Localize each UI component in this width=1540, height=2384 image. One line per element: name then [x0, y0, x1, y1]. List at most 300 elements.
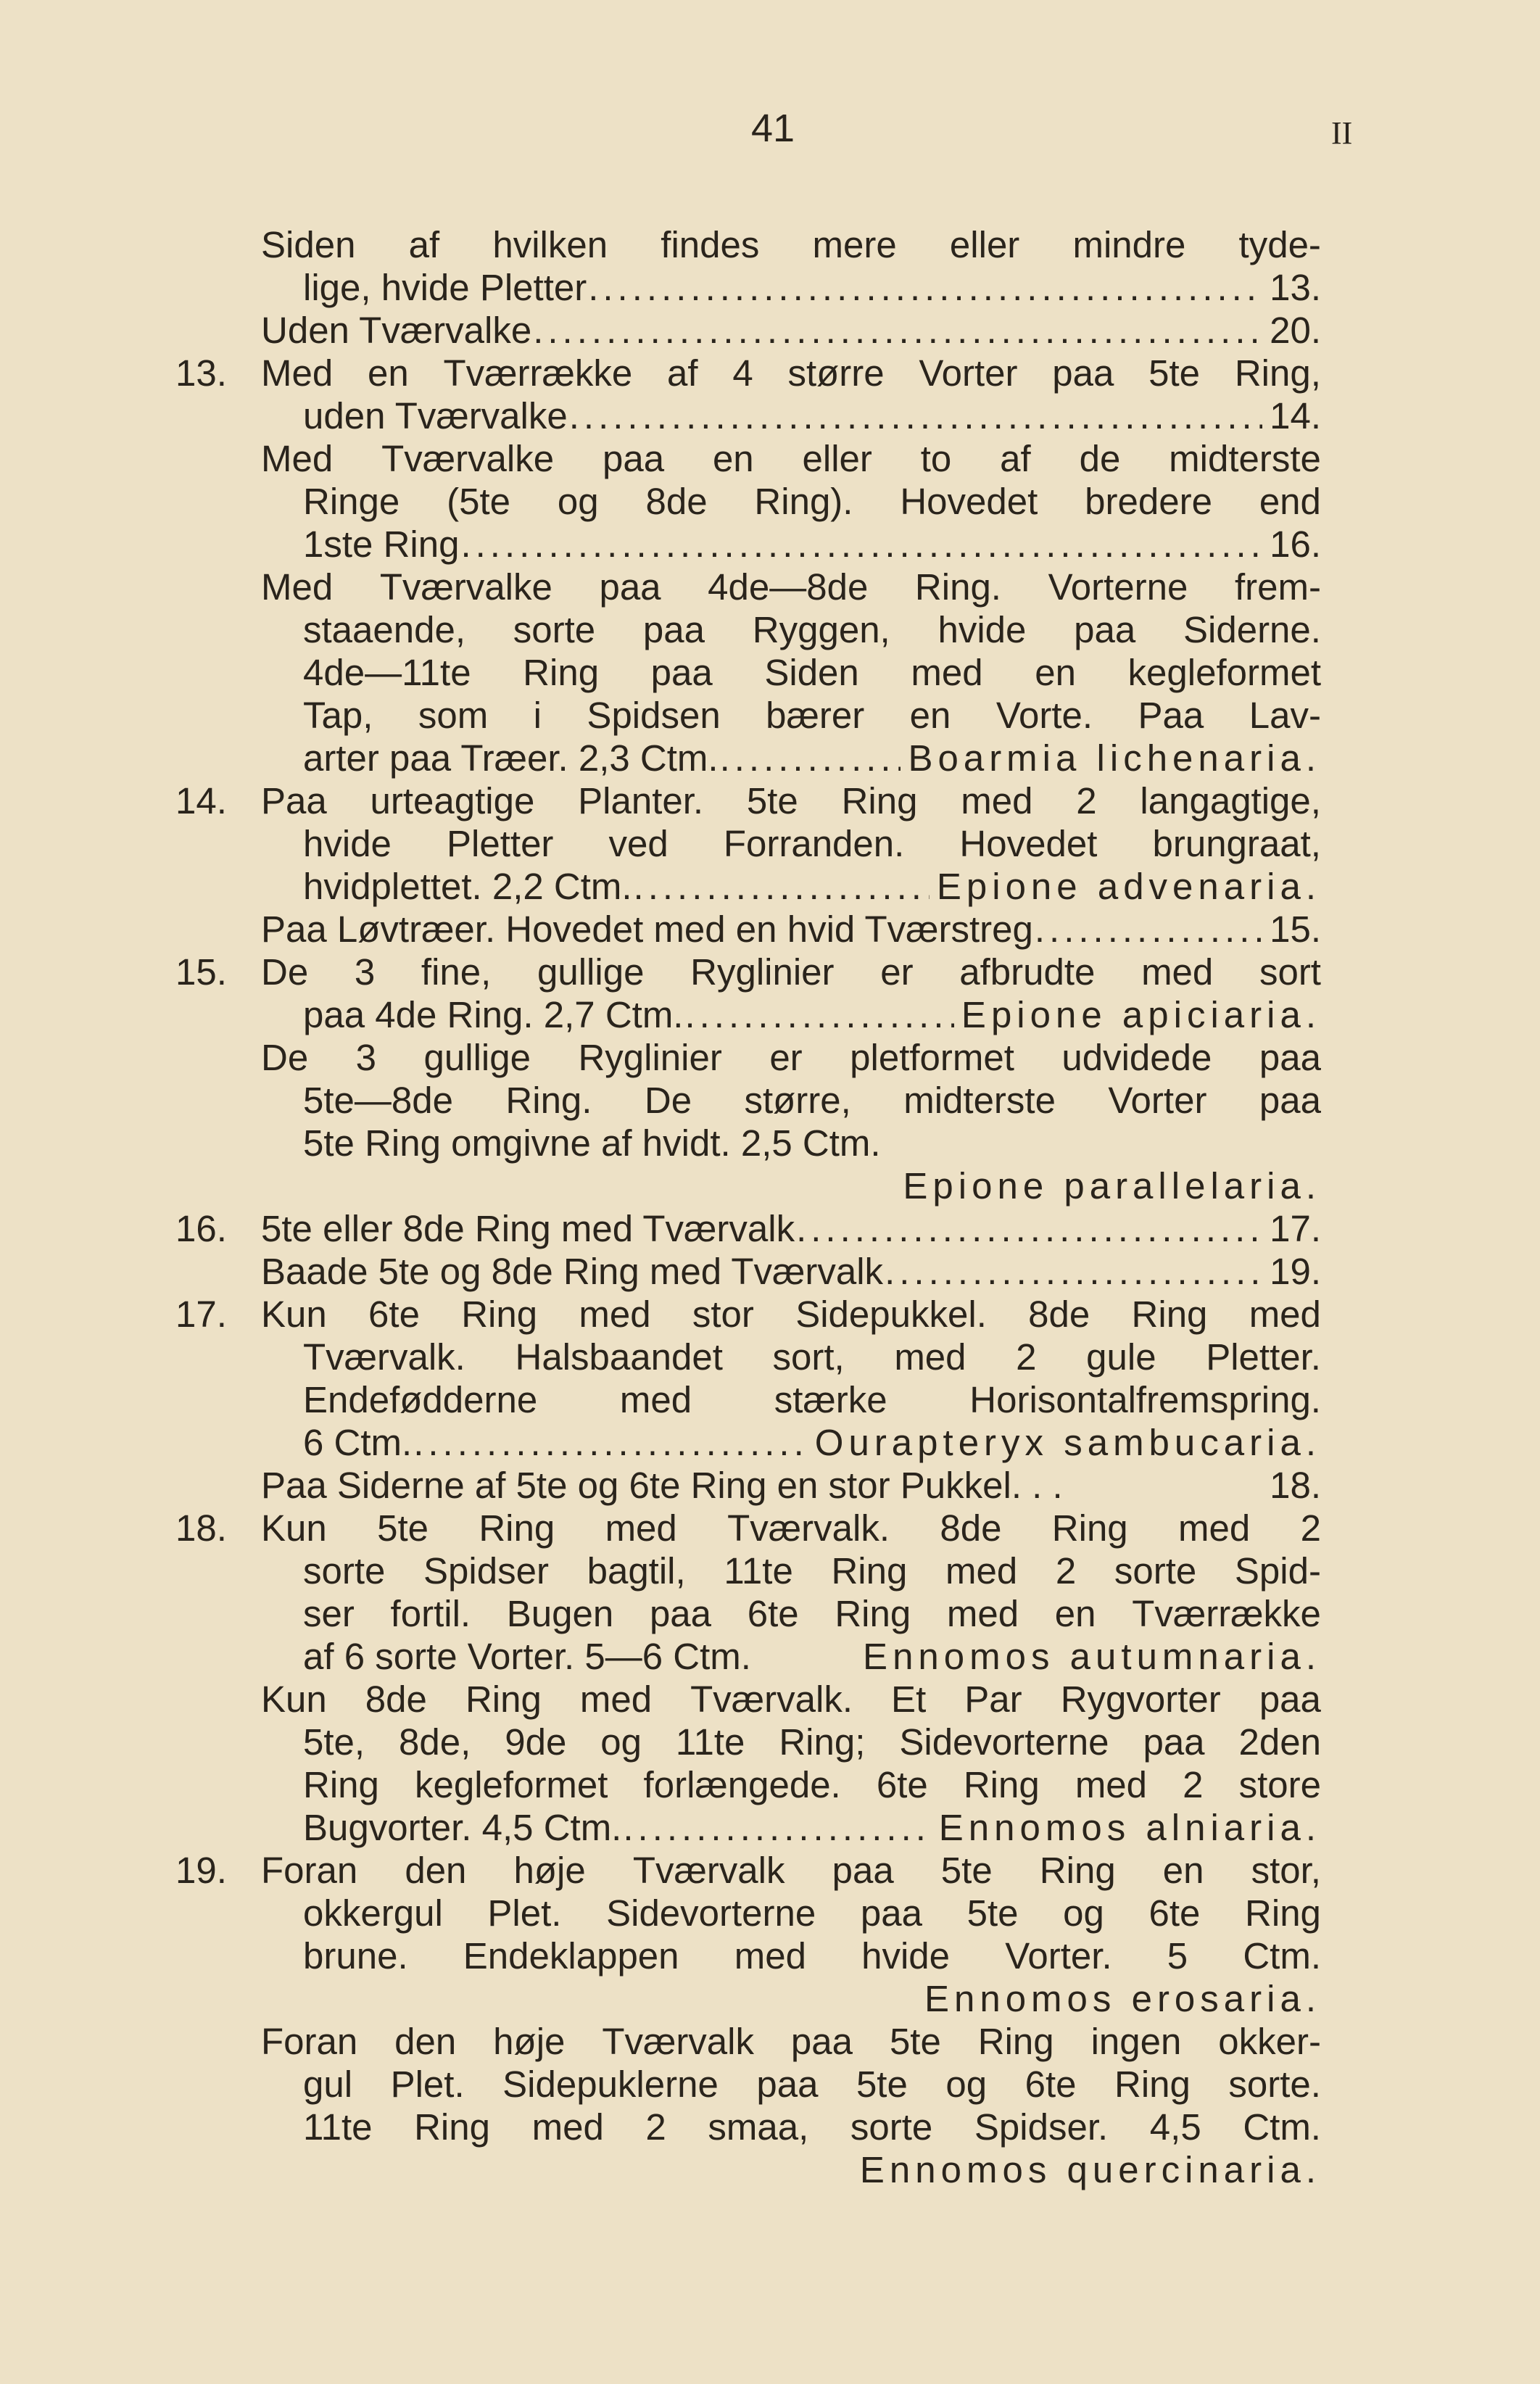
word: paa: [599, 566, 661, 608]
word: 5te: [746, 780, 798, 821]
line-text: 5te eller 8de Ring med Tværvalk: [261, 1208, 795, 1249]
word: Plet.: [390, 2064, 465, 2105]
word: bærer: [766, 695, 865, 736]
word: stor: [692, 1294, 754, 1335]
word: og: [1063, 1892, 1104, 1934]
word: 5te—8de: [303, 1080, 453, 1121]
line-text: Uden Tværvalke: [261, 310, 532, 351]
text-line: [261, 1293, 1321, 1336]
word: Spid-: [1234, 1550, 1321, 1592]
word: bredere: [1085, 481, 1212, 522]
key-entry: [175, 1207, 1321, 1250]
species-name: Ourapteryx sambucaria.: [814, 1422, 1321, 1463]
word: Ring.: [505, 1080, 592, 1121]
dot-leader: [588, 266, 1262, 309]
word: med: [1075, 1764, 1148, 1805]
species-name: Epione advenaria.: [936, 866, 1321, 907]
word: fine,: [421, 951, 492, 993]
text-line: [261, 951, 1321, 993]
word: med: [619, 1379, 692, 1420]
couplet-reference: 17.: [1270, 1208, 1321, 1249]
word: er: [769, 1037, 803, 1078]
dot-leader: [533, 309, 1262, 352]
word: høje: [513, 1850, 586, 1891]
word: mere: [812, 224, 897, 265]
word: Tap,: [303, 695, 373, 736]
word: den: [405, 1850, 467, 1891]
word: med: [1141, 951, 1214, 993]
word: 5te,: [303, 1721, 365, 1763]
word: Tværrække: [443, 352, 633, 394]
word: Kun: [261, 1507, 327, 1549]
line-text: Paa Siderne af 5te og 6te Ring en stor Pukkel. . .: [261, 1465, 1063, 1506]
line-text: Epione parallelaria.: [903, 1165, 1321, 1207]
key-entry: [261, 1464, 1321, 1507]
text-line: [261, 1421, 1321, 1464]
word: hvide: [937, 609, 1027, 650]
text-line: [261, 1763, 1321, 1806]
word: gullige: [423, 1037, 531, 1078]
word: sorte: [303, 1550, 386, 1592]
line-text: Ennomos erosaria.: [924, 1978, 1321, 2019]
word: med: [1178, 1507, 1251, 1549]
word: Sidevorterne: [606, 1892, 816, 1934]
word: 11te: [675, 1721, 745, 1763]
word: afbrudte: [959, 951, 1096, 993]
word: Siden: [764, 652, 859, 693]
identification-key: [175, 223, 1321, 2191]
word: 8de: [365, 1679, 427, 1720]
word: sorte: [850, 2106, 933, 2148]
word: en: [909, 695, 951, 736]
text-line: [261, 1678, 1321, 1721]
word: Hovedet: [959, 823, 1098, 864]
word: Tværvalk: [632, 1850, 785, 1891]
word: Ring.: [914, 566, 1001, 608]
word: Ring: [1051, 1507, 1128, 1549]
word: Ring: [414, 2106, 490, 2148]
word: Ryggen,: [752, 609, 890, 650]
word: Vorterne: [1048, 566, 1188, 608]
word: Ring: [303, 1764, 379, 1805]
word: De: [261, 1037, 309, 1078]
word: Vorter: [1108, 1080, 1207, 1121]
word: bagtil,: [587, 1550, 686, 1592]
word: Tværvalke: [381, 438, 555, 479]
line-text: hvidplettet. 2,2 Ctm.: [303, 866, 632, 907]
word: Ring).: [754, 481, 853, 522]
word: 4: [732, 352, 753, 394]
text-line: [261, 523, 1321, 566]
word: 2: [1055, 1550, 1077, 1592]
word: ingen: [1090, 2021, 1182, 2062]
key-entry: [175, 352, 1321, 437]
word: med: [911, 652, 983, 693]
couplet-reference: 15.: [1270, 909, 1321, 950]
word: og: [557, 481, 599, 522]
word: Ring: [841, 780, 918, 821]
word: paa: [1143, 1721, 1205, 1763]
word: Paa: [1138, 695, 1204, 736]
key-couplet: [175, 1507, 1321, 1849]
word: 4de—11te: [303, 652, 471, 693]
word: paa: [1259, 1080, 1321, 1121]
word: 11te: [303, 2106, 373, 2148]
text-line: [261, 1977, 1321, 2020]
couplet-number: 17.: [175, 1294, 227, 1335]
word: en: [1035, 652, 1076, 693]
key-couplet: [175, 951, 1321, 1207]
line-text: Baade 5te og 8de Ring med Tværvalk: [261, 1251, 884, 1292]
word: Ring: [461, 1294, 538, 1335]
word: Spidsen: [587, 695, 721, 736]
word: Med: [261, 566, 334, 608]
word: er: [880, 951, 914, 993]
word: 9de: [505, 1721, 567, 1763]
text-line: [261, 737, 1321, 779]
word: 5te: [966, 1892, 1019, 1934]
line-text: Paa Løvtræer. Hovedet med en hvid Tværstreg: [261, 909, 1033, 950]
word: 6te: [747, 1593, 799, 1634]
word: Med: [261, 438, 334, 479]
text-line: [261, 1036, 1321, 1079]
word: Ring: [523, 652, 600, 693]
couplet-reference: 19.: [1270, 1251, 1321, 1292]
word: Vorter: [919, 352, 1018, 394]
line-text: uden Tværvalke: [303, 395, 568, 436]
word: findes: [661, 224, 760, 265]
text-line: [261, 480, 1321, 523]
dot-leader: [634, 865, 930, 908]
text-line: [261, 1507, 1321, 1549]
word: sorte: [1114, 1550, 1197, 1592]
text-line: [261, 651, 1321, 694]
word: okker-: [1218, 2021, 1321, 2062]
word: gullige: [537, 951, 645, 993]
text-line: [261, 1635, 1321, 1678]
word: Paa: [261, 780, 327, 821]
word: Spidser.: [974, 2106, 1109, 2148]
word: Pletter: [447, 823, 554, 864]
word: Ring: [835, 1593, 911, 1634]
word: Bugen: [506, 1593, 614, 1634]
key-entry: [261, 1678, 1321, 1849]
line-text: 1ste Ring: [303, 523, 460, 565]
word: den: [394, 2021, 457, 2062]
word: paa: [650, 652, 713, 693]
couplet-number: 14.: [175, 780, 227, 821]
dot-leader: [1035, 908, 1262, 951]
word: de: [1079, 438, 1121, 479]
dot-leader: [684, 993, 953, 1036]
key-entry: [261, 223, 1321, 309]
word: med: [579, 1294, 651, 1335]
word: sorte.: [1228, 2064, 1321, 2105]
word: De: [644, 1080, 692, 1121]
key-couplet: [175, 352, 1321, 779]
text-line: [261, 2063, 1321, 2106]
word: af: [1000, 438, 1031, 479]
word: 2: [1016, 1336, 1037, 1378]
text-line: [261, 2106, 1321, 2148]
word: og: [600, 1721, 642, 1763]
word: 8de: [1028, 1294, 1090, 1335]
dot-leader: [413, 1421, 808, 1464]
word: større,: [744, 1080, 851, 1121]
key-couplet: [175, 1849, 1321, 2191]
word: Ctm.: [1243, 1935, 1321, 1977]
word: med: [945, 1550, 1018, 1592]
word: to: [920, 438, 952, 479]
key-entry: [261, 1036, 1321, 1207]
couplet-number: 18.: [175, 1507, 227, 1549]
word: 5: [1167, 1935, 1188, 1977]
word: hvide: [861, 1935, 951, 1977]
dot-leader: [796, 1207, 1262, 1250]
word: hvilken: [492, 224, 608, 265]
word: af: [408, 224, 440, 265]
text-line: [261, 1336, 1321, 1378]
species-name: Ennomos autumnaria.: [863, 1636, 1321, 1677]
word: 8de: [940, 1507, 1002, 1549]
text-line: [261, 1122, 1321, 1164]
word: Ryglinier: [690, 951, 835, 993]
word: Forranden.: [723, 823, 905, 864]
text-line: [261, 822, 1321, 865]
text-line: [261, 2020, 1321, 2063]
word: Tværvalke: [379, 566, 552, 608]
text-line: [261, 779, 1321, 822]
line-text: arter paa Træer. 2,3 Ctm.: [303, 737, 719, 779]
word: Foran: [261, 1850, 358, 1891]
word: Sidepukkel.: [795, 1294, 987, 1335]
line-text: paa 4de Ring. 2,7 Ctm.: [303, 994, 684, 1035]
key-entry: [261, 309, 1321, 352]
word: Halsbaandet: [515, 1336, 723, 1378]
word: paa: [1074, 609, 1136, 650]
word: end: [1259, 481, 1321, 522]
text-line: [261, 1934, 1321, 1977]
word: paa: [756, 2064, 819, 2105]
text-line: [261, 694, 1321, 737]
key-entry: [261, 1250, 1321, 1293]
word: som: [418, 695, 489, 736]
word: Ring: [963, 1764, 1040, 1805]
text-line: [261, 1207, 1321, 1250]
key-couplet: [175, 1293, 1321, 1507]
couplet-reference: 14.: [1270, 395, 1321, 436]
word: større: [787, 352, 885, 394]
dot-leader: [720, 737, 901, 779]
couplet-number: 13.: [175, 352, 227, 394]
word: Hovedet: [900, 481, 1038, 522]
word: Ctm.: [1243, 2106, 1321, 2148]
word: med: [605, 1507, 677, 1549]
word: Ring: [465, 1679, 542, 1720]
dot-leader: [569, 394, 1262, 437]
text-line: [261, 352, 1321, 394]
word: frem-: [1234, 566, 1321, 608]
text-line: [261, 2148, 1321, 2191]
word: paa: [649, 1593, 712, 1634]
word: med: [579, 1679, 653, 1720]
word: paa: [642, 609, 705, 650]
word: med: [961, 780, 1033, 821]
word: Siden: [261, 224, 356, 265]
couplet-number: 15.: [175, 951, 227, 993]
word: 5te: [856, 2064, 908, 2105]
word: Foran: [261, 2021, 358, 2062]
word: forlængede.: [643, 1764, 841, 1805]
word: paa: [1052, 352, 1114, 394]
word: 6te: [368, 1294, 420, 1335]
word: paa: [1259, 1679, 1321, 1720]
word: gul: [303, 2064, 353, 2105]
word: Kun: [261, 1294, 327, 1335]
word: 2: [645, 2106, 666, 2148]
word: De: [261, 951, 309, 993]
text-line: [261, 1849, 1321, 1892]
text-line: [261, 908, 1321, 951]
word: Ring: [831, 1550, 908, 1592]
word: langagtige,: [1140, 780, 1321, 821]
word: 2: [1300, 1507, 1321, 1549]
text-line: [261, 608, 1321, 651]
word: 5te: [940, 1850, 993, 1891]
couplet-reference: 13.: [1270, 267, 1321, 308]
key-entry: [175, 1293, 1321, 1464]
word: 2: [1183, 1764, 1204, 1805]
word: paa: [860, 1892, 922, 1934]
word: 6te: [876, 1764, 928, 1805]
word: Tværvalk.: [727, 1507, 890, 1549]
word: 8de: [645, 481, 708, 522]
word: kegleformet: [414, 1764, 608, 1805]
text-line: [261, 1721, 1321, 1763]
text-line: [261, 437, 1321, 480]
key-entry: [261, 566, 1321, 779]
line-text: 6 Ctm.: [303, 1422, 413, 1463]
word: sorte: [513, 609, 596, 650]
word: Ring;: [779, 1721, 866, 1763]
word: med: [894, 1336, 966, 1378]
word: brungraat,: [1152, 823, 1321, 864]
word: 5te: [1148, 352, 1201, 394]
word: gule: [1086, 1336, 1156, 1378]
word: okkergul: [303, 1892, 443, 1934]
text-line: [261, 1164, 1321, 1207]
word: urteagtige: [370, 780, 535, 821]
word: pletformet: [850, 1037, 1014, 1078]
word: 2den: [1238, 1721, 1321, 1763]
text-line: [261, 394, 1321, 437]
word: ser: [303, 1593, 355, 1634]
key-entry: [261, 2020, 1321, 2191]
couplet-number: 19.: [175, 1850, 227, 1891]
word: Et: [891, 1679, 927, 1720]
word: Siderne.: [1183, 609, 1321, 650]
dot-leader: [623, 1806, 931, 1849]
key-couplet: [175, 1207, 1321, 1293]
word: Horisontalfremspring.: [969, 1379, 1321, 1420]
word: paa: [790, 2021, 853, 2062]
word: Ring: [479, 1507, 555, 1549]
couplet-reference: 16.: [1270, 523, 1321, 565]
word: eller: [802, 438, 872, 479]
line-text: Bugvorter. 4,5 Ctm.: [303, 1807, 622, 1848]
word: Ryglinier: [578, 1037, 722, 1078]
word: fortil.: [390, 1593, 471, 1634]
word: 8de,: [399, 1721, 471, 1763]
key-couplet: [261, 223, 1321, 352]
text-line: [261, 1549, 1321, 1592]
word: med: [946, 1593, 1019, 1634]
word: hvide: [303, 823, 392, 864]
word: Tværvalk: [602, 2021, 754, 2062]
word: 2: [1076, 780, 1097, 821]
text-line: [261, 266, 1321, 309]
word: paa: [1259, 1037, 1321, 1078]
word: tyde-: [1238, 224, 1321, 265]
word: 6te: [1024, 2064, 1077, 2105]
word: Endeklappen: [463, 1935, 679, 1977]
word: paa: [832, 1850, 894, 1891]
key-entry: [175, 951, 1321, 1036]
word: høje: [493, 2021, 566, 2062]
word: 4de—8de: [708, 566, 869, 608]
text-line: [261, 1250, 1321, 1293]
word: med: [1249, 1294, 1321, 1335]
word: 5te: [377, 1507, 429, 1549]
species-name: Boarmia lichenaria.: [908, 737, 1321, 779]
word: 6te: [1148, 1892, 1201, 1934]
couplet-number: 16.: [175, 1208, 227, 1249]
word: Ring: [977, 2021, 1054, 2062]
word: 11te: [724, 1550, 793, 1592]
word: smaa,: [708, 2106, 809, 2148]
word: Med: [261, 352, 334, 394]
key-entry: [175, 1849, 1321, 2020]
line-text: Ennomos quercinaria.: [859, 2149, 1321, 2190]
word: i: [533, 695, 542, 736]
text-line: [261, 1592, 1321, 1635]
word: med: [734, 1935, 806, 1977]
word: midterste: [903, 1080, 1056, 1121]
text-line: [261, 993, 1321, 1036]
word: Kun: [261, 1679, 327, 1720]
word: udvidede: [1061, 1037, 1212, 1078]
text-line: [261, 566, 1321, 608]
word: Tværrække: [1132, 1593, 1321, 1634]
word: Vorter.: [1005, 1935, 1112, 1977]
key-entry: [175, 1507, 1321, 1678]
word: af: [666, 352, 698, 394]
word: en: [712, 438, 754, 479]
text-line: [261, 223, 1321, 266]
word: Ring,: [1234, 352, 1321, 394]
word: med: [531, 2106, 604, 2148]
word: ved: [608, 823, 668, 864]
word: Pletter.: [1206, 1336, 1321, 1378]
word: (5te: [447, 481, 511, 522]
text-line: [261, 865, 1321, 908]
word: midterste: [1169, 438, 1321, 479]
word: Spidser: [423, 1550, 549, 1592]
key-entry: [261, 908, 1321, 951]
word: Ring: [1245, 1892, 1321, 1934]
key-couplet: [175, 779, 1321, 951]
signature-mark: II: [1331, 115, 1353, 151]
